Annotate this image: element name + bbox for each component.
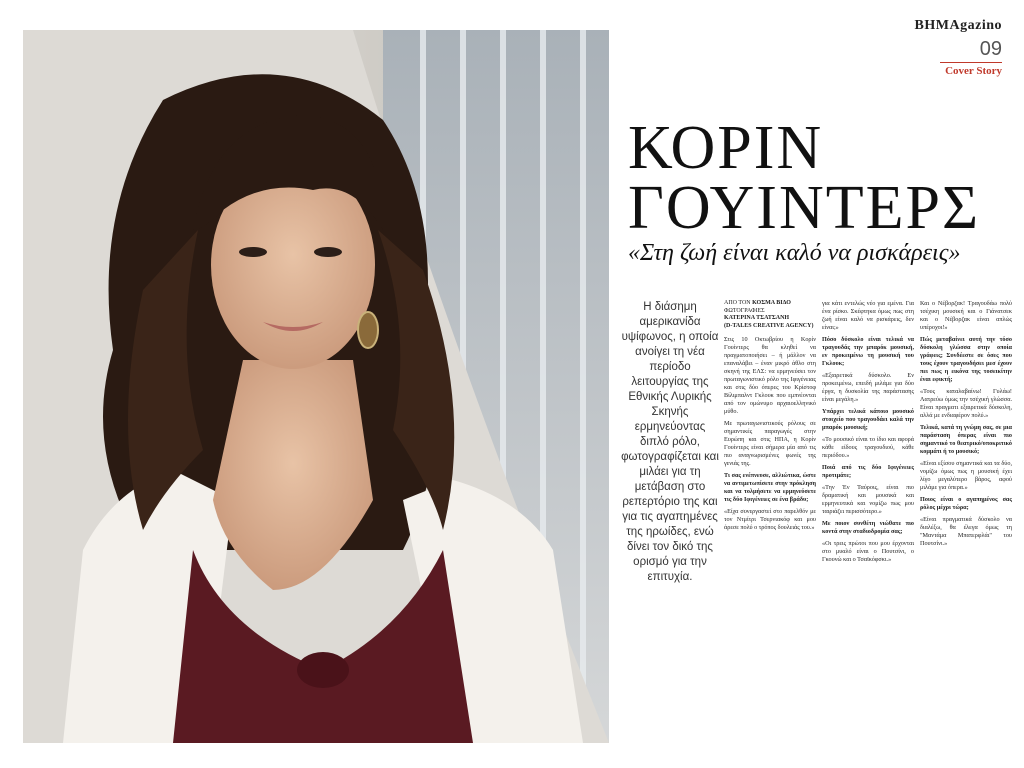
answer: «Είναι εξίσου σημαντικά και τα δύο, νομίζω όμως πως η μουσική έχει λίγο μεγαλύτερο βάρος, αφού μιλάμε για όπερα.» (920, 460, 1012, 491)
byline-label: ΑΠΟ ΤΟΝ (724, 300, 751, 306)
paragraph: Στις 10 Οκτωβρίου η Κορίν Γουίντερς θα κληθεί να πραγματοποιήσει – ή μάλλον να επαναλάβει – έναν μικρό άθλο στη σκηνή της ΕΛΣ: να ερμηνεύσει τον πρωταγωνιστικό ρόλο της Ιφιγένειας και στις δύο όπερες του Κρίστοφ Βίλιμπαλντ Γκλουκ που εμπνέονται από τον ομώνυμο αρχαιοελληνικό μύθο. (724, 336, 816, 415)
question: Ποιος είναι ο αγαπημένος σας ρόλος μέχρι τώρα; (920, 496, 1012, 511)
question: Ποιά από τις δύο Ιφιγένειες προτιμάτε; (822, 464, 914, 479)
magazine-brand: ΒΗΜΑgazino (914, 18, 1002, 33)
question: Τελικά, κατά τη γνώμη σας, σε μια παράσταση όπερας είναι πιο σημαντικό το θεατρικό/υποκριτικό κομμάτι ή το μουσικό; (920, 424, 1012, 455)
question: Πώς μεταβαίνει αυτή την τόσο δύσκολη γλώσσα στην οποία γράφεις; Συνδέεστε σε όσες που τους έχουν τραγουδήσει μεσ έχουν πει πως η εικόνα της τοσεικίτην έναι εφικτή; (920, 336, 1012, 383)
article-subtitle: «Στη ζωή είναι καλό να ρισκάρεις» (628, 240, 961, 266)
photographer-name: ΚΑΤΕΡΙΝΑ ΤΣΑΤΣΑΝΗ (724, 315, 790, 321)
answer: «Είχα συνεργαστεί στο παρελθόν με τον Ντμίτρι Τσερνιακόφ και μου άρεσε πολύ ο τρόπος δουλειάς του.» (724, 508, 816, 531)
page-number: 09 (979, 38, 1002, 60)
accent-rule (940, 62, 1002, 63)
question: Υπάρχει τελικά κάποιο μουσικό στοιχείο που τραγουδάει καλά την μπαρόκ μουσική; (822, 408, 914, 431)
answer: «Οι τρεις πρώτοι που μου έρχονται στο μυαλό είναι ο Πουτσίνι, ο Γκουνώ και ο Τσαϊκόφσκι.» (822, 540, 914, 563)
answer: «Τους καταλαβαίνω! Γυλάω! Λατρεύω όμως την τσέχική γλώσσα. Είναι πραγματι εξαιρετικά δύσκολη, αλλά με ενδιαφέρον πολύ.» (920, 388, 1012, 419)
article-title (628, 114, 1008, 242)
author-name: ΚΟΣΜΑ ΒΙΔΟ (752, 300, 791, 306)
paragraph: για κάτι εντελώς νέο για εμένα. Για ένα ρίσκο. Σκέφτηκα όμως πως στη ζωή είναι καλό να ρισκάρεις, δεν είναι;» (822, 300, 914, 331)
agency-name: (D-TALES CREATIVE AGENCY) (724, 322, 814, 329)
article-column-2 (822, 300, 914, 568)
section-label: Cover Story (945, 65, 1002, 77)
masthead (915, 18, 1002, 77)
answer: «Εξαιρετικά δύσκολο. Εν προκειμένω, επειδή μιλάμε για δύο έργα, η δυσκολία της παράστασης είναι μεγάλη.» (822, 372, 914, 403)
title-line-2: ΓΟΥΙΝΤΕΡΣ (628, 174, 981, 242)
question: Πόσο δύσκολο είναι τελικά να τραγουδάς την μπαρόκ μουσική, εν προκειμένω τη μουσική του Γκλουκ; (822, 336, 914, 367)
article-column-1 (724, 300, 816, 536)
byline (724, 300, 816, 330)
title-line-1: ΚΟΡΙΝ (628, 114, 824, 182)
question: Με ποιον συνθέτη νιώθατε πιο κοντά στην σταδιοδρομία σας; (822, 520, 914, 535)
photo-label: ΦΩΤΟΓΡΑΦΙΕΣ (724, 307, 765, 314)
cover-photo (23, 30, 609, 743)
article-intro: Η διάσημη αμερικανίδα υψίφωνος, η οποία ανοίγει τη νέα περίοδο λειτουργίας της Εθνικής Λυρικής Σκηνής ερμηνεύοντας διπλό ρόλο, φωτογραφίζεται και μιλάει για τη μετάβαση στο ρεπερτόριο της και για τις αγαπημένες της ηρωίδες, ενώ δίνει τον δικό της ορισμό για την επιτυχία. (621, 301, 719, 583)
question: Τι σας ενέπνευσε, αλλιώτικα, ώστε να αντιμετωπίσετε στην πρόκληση και να τολμήσετε να ερμηνεύσετε τις δύο Ιφιγένειες σε ένα βράδυ; (724, 472, 816, 503)
article-column-3 (920, 300, 1012, 552)
paragraph: Και ο Νέβορζακ! Τραγουδάω πολύ τσέχικη μουσική και ο Γιάνατσεκ και ο Νέβορζακ είναι απλώς υπέροχοι!» (920, 300, 1012, 331)
answer: «Το μουσικό είναι το ίδιο και αφορά κάθε είδους τραγουδιού, κάθε περιόδου.» (822, 436, 914, 459)
answer: «Είναι πραγματικά δύσκολο να διαλέξω, θα έλεγα όμως τη "Μαντάμα Μπατερφλάι" του Πουτσίνι.» (920, 516, 1012, 547)
answer: «Την Έν Ταύροις, είναι πιο δραματική και μουσικά και ερμηνευτικά και νομίζω πως μου ταιριάζει περισσότερο.» (822, 484, 914, 515)
paragraph: Με πρωταγωνιστικούς ρόλους σε σημαντικές παραγωγές στην Ευρώπη και στις ΗΠΑ, η Κορίν Γουίντερς είναι σήμερα μία από τις πιο αναγνωρισμένες φωνές της γενιάς της. (724, 420, 816, 467)
portrait-illustration (23, 30, 609, 743)
